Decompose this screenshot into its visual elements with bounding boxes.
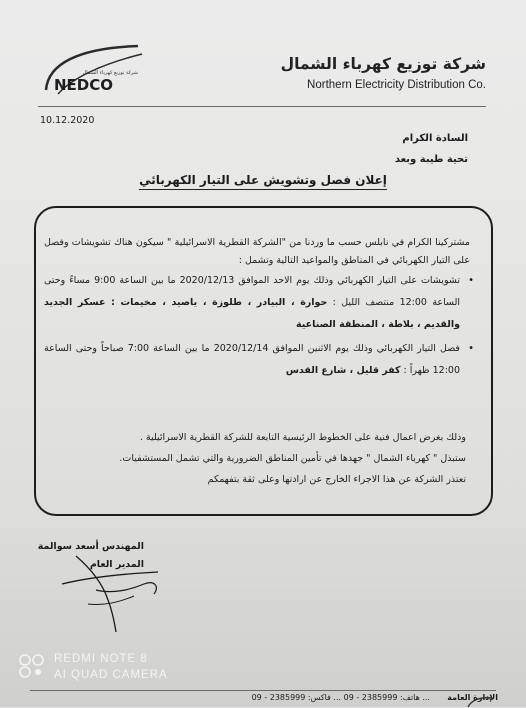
outage-notice-item xyxy=(44,270,474,336)
logo-tagline: شركة توزيع كهرباء الشمال xyxy=(82,70,138,76)
handwritten-signature xyxy=(58,548,170,634)
footer-divider xyxy=(30,690,496,691)
bullet-icon: • xyxy=(468,343,474,354)
closing-reason: وذلك بغرض اعمال فنية على الخطوط الرئيسية التابعة للشركة القطرية الاسرائيلية . xyxy=(139,432,466,443)
announcement-title-text: إعلان فصل وتشويش على التيار الكهربائي xyxy=(139,173,387,190)
salutation xyxy=(395,128,468,170)
notice-text: فصل التيار الكهربائي وذلك يوم الاثنين الموافق 2020/12/14 ما بين الساعة 7:00 صباحاً وحتى الساعة 12:00 ظهراً : xyxy=(44,343,460,376)
nedco-logo xyxy=(38,40,146,98)
notice-text: تشويشات على التيار الكهربائي وذلك يوم الاحد الموافق 2020/12/13 ما بين الساعة 9:00 مساءً وحتى الساعة 12:00 منتصف الليل : xyxy=(44,275,460,308)
outage-notice-item xyxy=(44,338,474,382)
footer-logo-icon xyxy=(466,696,494,708)
camera-model: REDMI NOTE 8 xyxy=(54,653,148,665)
company-name-english: Northern Electricity Distribution Co. xyxy=(307,79,486,91)
logo-wordmark: NEDCO xyxy=(54,76,114,94)
notice-areas: حوارة ، البيادر ، طلوزة ، ياصيد ، مخيمات : عسكر الجديد والقديم ، بلاطة ، المنطقة الصناعية xyxy=(44,297,460,330)
camera-logo-icon xyxy=(18,651,46,679)
footer-management: الإدارة العامة xyxy=(447,693,498,702)
closing-apology: تعتذر الشركة عن هذا الاجراء الخارج عن ارادتها وعلى ثقة بتفهمكم xyxy=(207,474,466,485)
footer-contact: ... هاتف: 2385999 - 09 ... فاكس: 2385999 - 09 xyxy=(251,693,430,702)
signer-title: المدير العام xyxy=(89,559,144,570)
salutation-line-2: تحية طيبة وبعد xyxy=(394,154,468,165)
salutation-line-1: السادة الكرام xyxy=(402,133,468,144)
camera-label: AI QUAD CAMERA xyxy=(54,669,168,681)
header-divider xyxy=(38,106,486,107)
closing-paragraphs xyxy=(44,427,466,490)
announcement-intro: مشتركينا الكرام في نابلس حسب ما وردنا من "الشركة القطرية الاسرائيلية " سيكون هناك تشويشات وفصل على التيار الكهربائي في المناطق والمواعيد التالية وتشمل : xyxy=(44,237,470,266)
announcement-title xyxy=(0,173,526,187)
signer-name: المهندس أسعد سوالمة xyxy=(37,541,144,552)
closing-effort: ستبذل " كهرباء الشمال " جهدها في تأمين المناطق الضرورية والتي تشمل المستشفيات. xyxy=(119,453,466,464)
outage-notice-list xyxy=(44,270,474,384)
letter-date: 10.12.2020 xyxy=(40,115,95,126)
notice-areas: كفر قليل ، شارع القدس xyxy=(285,365,401,376)
company-name-arabic: شركة توزيع كهرباء الشمال xyxy=(280,55,486,73)
bullet-icon: • xyxy=(468,275,474,286)
